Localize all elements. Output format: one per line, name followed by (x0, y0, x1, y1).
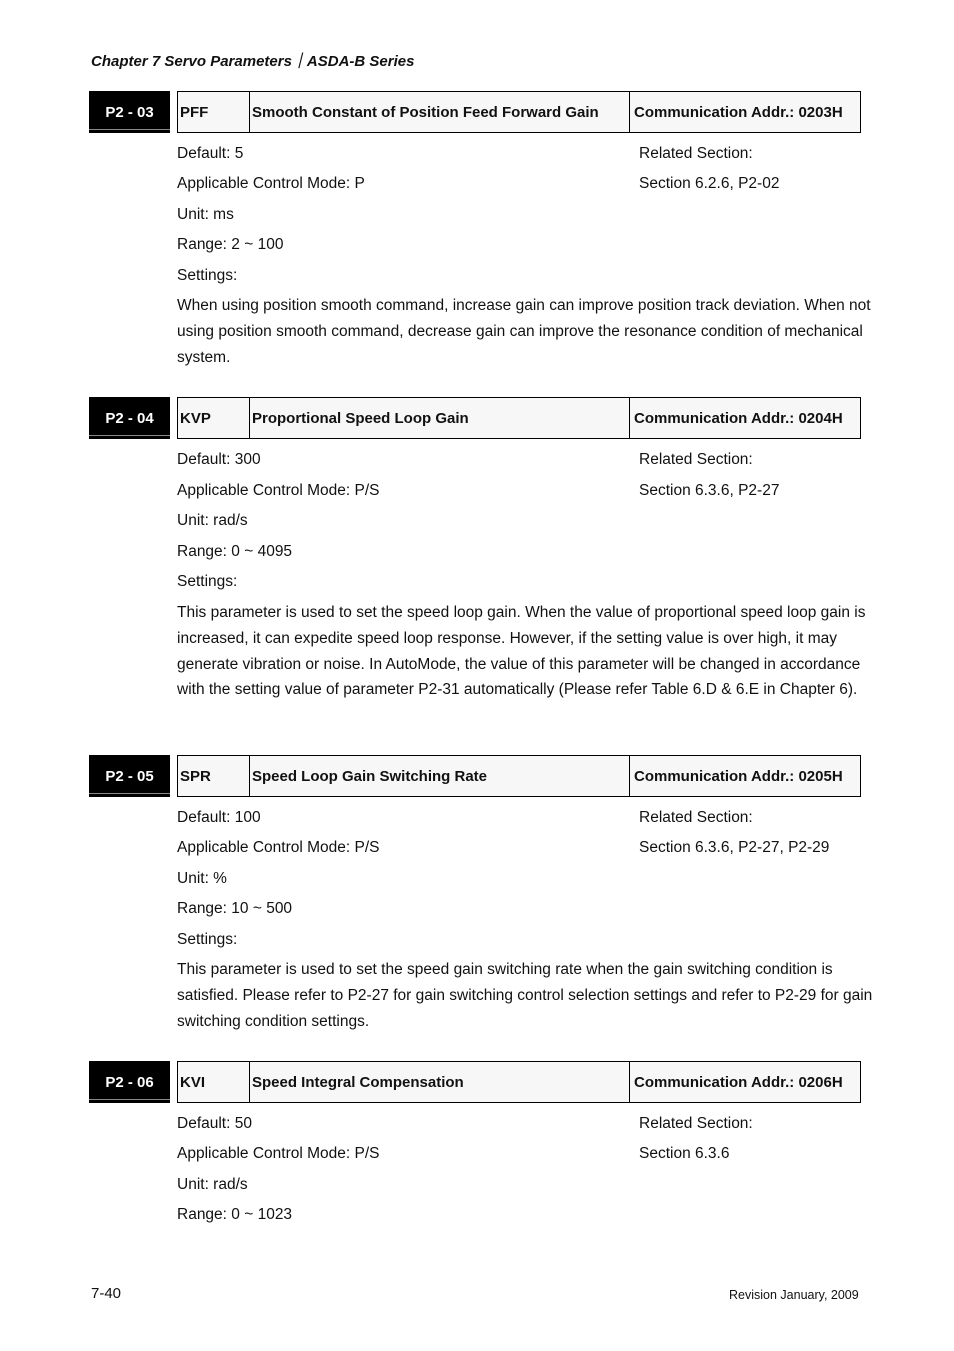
param-mode: Applicable Control Mode: P/S (177, 839, 380, 856)
param-range: Range: 10 ~ 500 (177, 900, 293, 917)
param-settings-label: Settings: (177, 931, 238, 948)
param-default: Default: 50 (177, 1115, 252, 1132)
param-addr: Communication Addr.: 0205H (634, 767, 843, 785)
related-label: Related Section: (639, 1115, 753, 1132)
param-default: Default: 300 (177, 451, 261, 468)
chapter-header: Chapter 7 Servo Parameters｜ASDA-B Series (91, 53, 415, 70)
param-header-row (177, 755, 861, 797)
param-mode: Applicable Control Mode: P/S (177, 1145, 380, 1162)
related-section: Section 6.3.6, P2-27, P2-29 (639, 839, 830, 856)
related-label: Related Section: (639, 145, 753, 162)
param-unit: Unit: ms (177, 206, 234, 223)
related-label: Related Section: (639, 809, 753, 826)
param-description: When using position smooth command, increase gain can improve position track deviation. When not using position smooth command, decrease gain can improve the resonance condition of mechanical system. (177, 297, 871, 366)
param-range: Range: 2 ~ 100 (177, 236, 284, 253)
param-unit: Unit: rad/s (177, 512, 248, 529)
param-addr: Communication Addr.: 0206H (634, 1073, 843, 1091)
param-abbr: PFF (178, 92, 250, 132)
param-settings-label: Settings: (177, 267, 238, 284)
param-name: Smooth Constant of Position Feed Forward Gain (250, 92, 630, 132)
param-abbr: KVP (178, 398, 250, 438)
param-mode: Applicable Control Mode: P/S (177, 482, 380, 499)
related-section: Section 6.2.6, P2-02 (639, 175, 780, 192)
param-range: Range: 0 ~ 1023 (177, 1206, 293, 1223)
param-id: P2 - 06 (89, 1061, 170, 1103)
param-name: Proportional Speed Loop Gain (250, 398, 630, 438)
param-settings-label: Settings: (177, 573, 238, 590)
param-header (89, 755, 861, 797)
param-addr: Communication Addr.: 0203H (634, 103, 843, 121)
param-unit: Unit: rad/s (177, 1176, 248, 1193)
param-id: P2 - 03 (89, 91, 170, 133)
param-mode: Applicable Control Mode: P (177, 175, 365, 192)
param-header (89, 1061, 861, 1103)
related-section: Section 6.3.6, P2-27 (639, 482, 780, 499)
param-header-row (177, 1061, 861, 1103)
param-addr: Communication Addr.: 0204H (634, 409, 843, 427)
param-header (89, 91, 861, 133)
related-label: Related Section: (639, 451, 753, 468)
param-name: Speed Loop Gain Switching Rate (250, 756, 630, 796)
param-default: Default: 100 (177, 809, 261, 826)
param-header (89, 397, 861, 439)
param-id: P2 - 04 (89, 397, 170, 439)
param-header-row (177, 397, 861, 439)
page-number: 7-40 (91, 1285, 122, 1302)
param-id: P2 - 05 (89, 755, 170, 797)
param-default: Default: 5 (177, 145, 244, 162)
revision-note: Revision January, 2009 (729, 1288, 859, 1302)
related-section: Section 6.3.6 (639, 1145, 730, 1162)
param-abbr: KVI (178, 1062, 250, 1102)
param-description: This parameter is used to set the speed gain switching rate when the gain switching condition is satisfied. Please refer to P2-27 for gain switching control selection settings and refer to P2-29 for gain switching condition settings. (177, 961, 873, 1030)
param-unit: Unit: % (177, 870, 227, 887)
param-header-row (177, 91, 861, 133)
param-abbr: SPR (178, 756, 250, 796)
param-range: Range: 0 ~ 4095 (177, 543, 293, 560)
param-description: This parameter is used to set the speed loop gain. When the value of proportional speed loop gain is increased, it can expedite speed loop response. However, if the setting value is over high, it may generate vibration or noise. In AutoMode, the value of this parameter will be changed in accordance with the setting value of parameter P2-31 automatically (Please refer Table 6.D & 6.E in Chapter 6). (177, 604, 866, 699)
param-name: Speed Integral Compensation (250, 1062, 630, 1102)
